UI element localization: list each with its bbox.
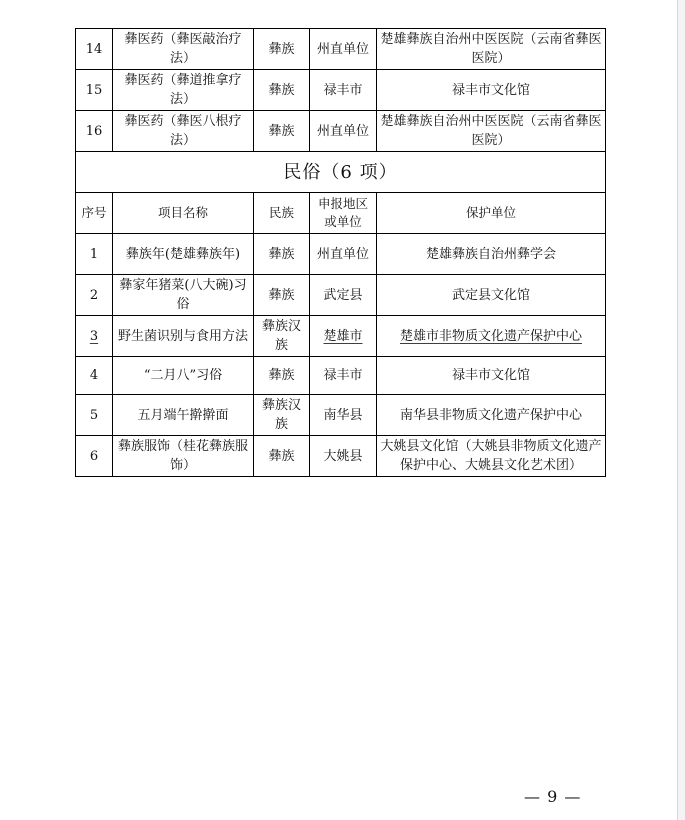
ethnic-group: 彝族汉族	[254, 316, 310, 357]
section-title-row	[76, 152, 606, 193]
ethnic-group: 彝族	[254, 275, 310, 316]
table-row	[76, 29, 606, 70]
row-number: 5	[76, 395, 113, 436]
table-row	[76, 234, 606, 275]
declaring-area: 州直单位	[310, 29, 377, 70]
project-name: 彝医药（彝医敲治疗法）	[113, 29, 254, 70]
heritage-table	[75, 28, 606, 477]
declaring-area: 禄丰市	[310, 357, 377, 395]
table-row	[76, 357, 606, 395]
project-name: 彝族年(楚雄彝族年)	[113, 234, 254, 275]
header-area: 申报地区或单位	[310, 193, 377, 234]
project-name: 彝医药（彝医八根疗法）	[113, 111, 254, 152]
project-name: 彝医药（彝道推拿疗法）	[113, 70, 254, 111]
row-number: 14	[76, 29, 113, 70]
project-name: 野生菌识别与食用方法	[113, 316, 254, 357]
ethnic-group: 彝族	[254, 436, 310, 477]
ethnic-group: 彝族汉族	[254, 395, 310, 436]
protection-unit: 禄丰市文化馆	[377, 70, 606, 111]
row-number: 3	[76, 316, 113, 357]
declaring-area: 楚雄市	[310, 316, 377, 357]
protection-unit: 武定县文化馆	[377, 275, 606, 316]
table-row	[76, 70, 606, 111]
declaring-area: 大姚县	[310, 436, 377, 477]
declaring-area: 禄丰市	[310, 70, 377, 111]
row-number: 1	[76, 234, 113, 275]
protection-unit: 楚雄彝族自治州中医医院（云南省彝医医院）	[377, 111, 606, 152]
ethnic-group: 彝族	[254, 234, 310, 275]
declaring-area: 南华县	[310, 395, 377, 436]
row-number: 4	[76, 357, 113, 395]
declaring-area: 州直单位	[310, 234, 377, 275]
protection-unit: 南华县非物质文化遗产保护中心	[377, 395, 606, 436]
protection-unit: 楚雄市非物质文化遗产保护中心	[377, 316, 606, 357]
row-number: 15	[76, 70, 113, 111]
project-name: 彝家年猪菜(八大碗)习俗	[113, 275, 254, 316]
project-name: 彝族服饰（桂花彝族服饰）	[113, 436, 254, 477]
table-row	[76, 395, 606, 436]
row-number: 2	[76, 275, 113, 316]
protection-unit: 大姚县文化馆（大姚县非物质文化遗产保护中心、大姚县文化艺术团）	[377, 436, 606, 477]
project-name: “二月八”习俗	[113, 357, 254, 395]
table-row	[76, 436, 606, 477]
table-row	[76, 111, 606, 152]
table-row	[76, 316, 606, 357]
section-title: 民俗（6 项）	[76, 152, 606, 193]
page-number: — 9 —	[524, 787, 582, 806]
header-row	[76, 193, 606, 234]
row-number: 6	[76, 436, 113, 477]
ethnic-group: 彝族	[254, 111, 310, 152]
header-unit: 保护单位	[377, 193, 606, 234]
protection-unit: 楚雄彝族自治州中医医院（云南省彝医医院）	[377, 29, 606, 70]
header-project-name: 项目名称	[113, 193, 254, 234]
protection-unit: 禄丰市文化馆	[377, 357, 606, 395]
project-name: 五月端午擀擀面	[113, 395, 254, 436]
declaring-area: 武定县	[310, 275, 377, 316]
protection-unit: 楚雄彝族自治州彝学会	[377, 234, 606, 275]
table-row	[76, 275, 606, 316]
header-ethnic: 民族	[254, 193, 310, 234]
ethnic-group: 彝族	[254, 70, 310, 111]
declaring-area: 州直单位	[310, 111, 377, 152]
ethnic-group: 彝族	[254, 29, 310, 70]
header-number: 序号	[76, 193, 113, 234]
ethnic-group: 彝族	[254, 357, 310, 395]
row-number: 16	[76, 111, 113, 152]
